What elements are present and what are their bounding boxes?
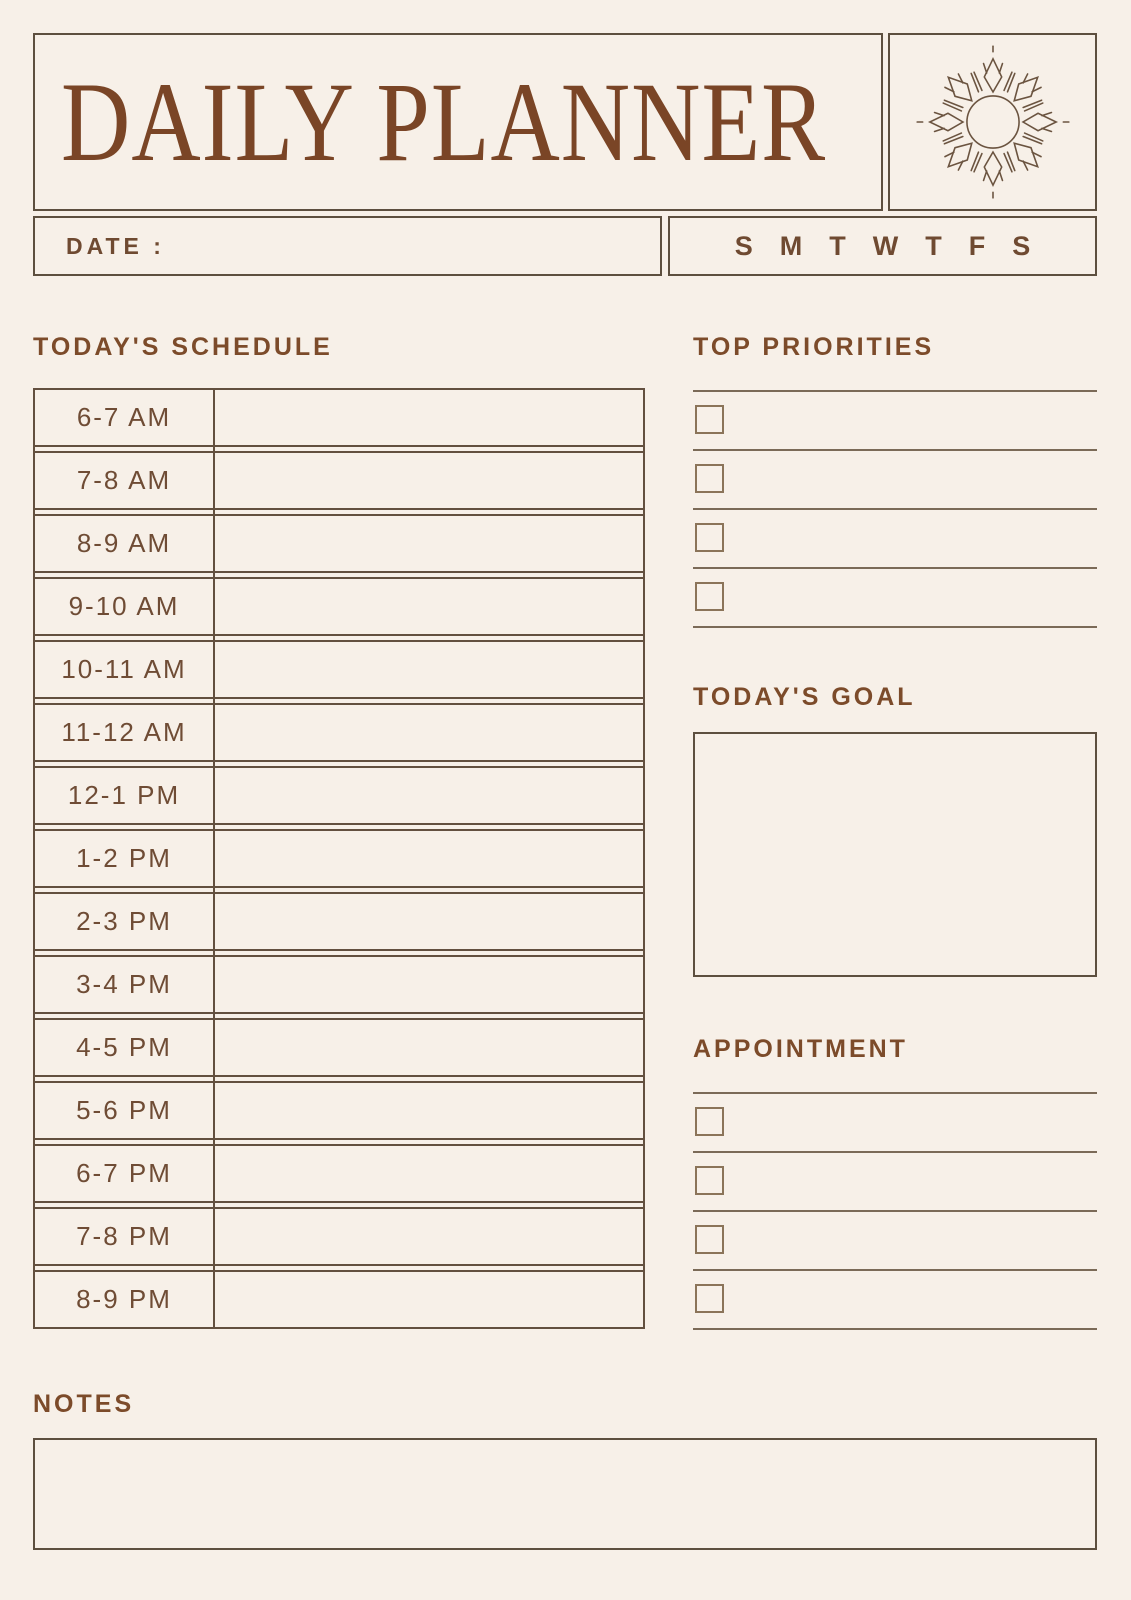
priority-item bbox=[693, 510, 1097, 569]
schedule-entry[interactable] bbox=[213, 516, 643, 571]
schedule-row bbox=[35, 1144, 643, 1203]
appointment-checkbox[interactable] bbox=[695, 1107, 724, 1136]
day-letter[interactable]: W bbox=[872, 230, 899, 261]
priority-item bbox=[693, 392, 1097, 451]
priority-item bbox=[693, 451, 1097, 510]
appointment-list bbox=[693, 1092, 1097, 1330]
time-label: 7-8 AM bbox=[76, 465, 172, 495]
appointment-checkbox[interactable] bbox=[695, 1225, 724, 1254]
day-letter[interactable]: T bbox=[829, 230, 846, 261]
goal-title: TODAY'S GOAL bbox=[693, 683, 916, 711]
schedule-entry[interactable] bbox=[213, 1020, 643, 1075]
appointment-entry[interactable] bbox=[738, 1212, 1097, 1269]
goal-input[interactable] bbox=[693, 732, 1097, 977]
schedule-row bbox=[35, 1270, 643, 1329]
schedule-entry[interactable] bbox=[213, 642, 643, 697]
schedule-section bbox=[33, 276, 645, 1330]
time-label: 7-8 PM bbox=[76, 1221, 172, 1251]
day-letter[interactable]: T bbox=[925, 230, 942, 261]
schedule-entry[interactable] bbox=[213, 894, 643, 949]
priority-entry[interactable] bbox=[738, 510, 1097, 567]
time-label: 5-6 PM bbox=[76, 1095, 172, 1125]
priority-item bbox=[693, 569, 1097, 628]
schedule-row bbox=[35, 577, 643, 636]
schedule-entry[interactable] bbox=[213, 957, 643, 1012]
sun-icon-box bbox=[888, 33, 1097, 211]
schedule-row bbox=[35, 388, 643, 447]
priority-checkbox[interactable] bbox=[695, 582, 724, 611]
goal-section bbox=[693, 685, 1097, 977]
time-label: 3-4 PM bbox=[76, 969, 172, 999]
priorities-section bbox=[693, 335, 1097, 628]
schedule-entry[interactable] bbox=[213, 453, 643, 508]
notes-section bbox=[33, 1392, 1097, 1550]
time-label: 8-9 PM bbox=[76, 1284, 172, 1314]
schedule-entry[interactable] bbox=[213, 768, 643, 823]
schedule-row bbox=[35, 892, 643, 951]
schedule-row bbox=[35, 514, 643, 573]
schedule-entry[interactable] bbox=[213, 831, 643, 886]
priorities-title: TOP PRIORITIES bbox=[693, 333, 935, 361]
schedule-entry[interactable] bbox=[213, 390, 643, 445]
time-label: 4-5 PM bbox=[76, 1032, 172, 1062]
schedule-table bbox=[33, 388, 645, 1329]
priority-entry[interactable] bbox=[738, 569, 1097, 626]
date-input[interactable] bbox=[165, 218, 660, 274]
schedule-row bbox=[35, 640, 643, 699]
schedule-entry[interactable] bbox=[213, 1146, 643, 1201]
page-title: DAILY PLANNER bbox=[61, 58, 827, 185]
appointment-item bbox=[693, 1212, 1097, 1271]
header bbox=[33, 33, 1097, 211]
date-label: DATE : bbox=[66, 232, 165, 259]
day-letter[interactable]: S bbox=[734, 230, 753, 261]
schedule-entry[interactable] bbox=[213, 1272, 643, 1327]
appointment-item bbox=[693, 1094, 1097, 1153]
appointment-entry[interactable] bbox=[738, 1153, 1097, 1210]
title-box bbox=[33, 33, 883, 211]
schedule-row bbox=[35, 451, 643, 510]
appointment-item bbox=[693, 1153, 1097, 1212]
appointment-item bbox=[693, 1271, 1097, 1330]
appointment-title: APPOINTMENT bbox=[693, 1035, 908, 1063]
priority-entry[interactable] bbox=[738, 451, 1097, 508]
time-label: 1-2 PM bbox=[76, 843, 172, 873]
schedule-row bbox=[35, 703, 643, 762]
schedule-entry[interactable] bbox=[213, 1209, 643, 1264]
schedule-row bbox=[35, 829, 643, 888]
schedule-entry[interactable] bbox=[213, 579, 643, 634]
date-row bbox=[33, 216, 1097, 276]
time-label: 6-7 PM bbox=[76, 1158, 172, 1188]
appointment-entry[interactable] bbox=[738, 1271, 1097, 1328]
notes-input[interactable] bbox=[33, 1438, 1097, 1550]
day-letter[interactable]: S bbox=[1012, 230, 1031, 261]
schedule-row bbox=[35, 1207, 643, 1266]
time-label: 11-12 AM bbox=[61, 717, 187, 747]
time-label: 9-10 AM bbox=[68, 591, 180, 621]
notes-title: NOTES bbox=[33, 1390, 135, 1418]
schedule-entry[interactable] bbox=[213, 1083, 643, 1138]
time-label: 10-11 AM bbox=[61, 654, 187, 684]
schedule-entry[interactable] bbox=[213, 705, 643, 760]
appointment-checkbox[interactable] bbox=[695, 1166, 724, 1195]
schedule-row bbox=[35, 1018, 643, 1077]
appointment-checkbox[interactable] bbox=[695, 1284, 724, 1313]
weekday-selector bbox=[668, 216, 1097, 276]
priority-checkbox[interactable] bbox=[695, 405, 724, 434]
appointment-section bbox=[693, 1037, 1097, 1330]
priority-entry[interactable] bbox=[738, 392, 1097, 449]
time-label: 8-9 AM bbox=[76, 528, 172, 558]
schedule-row bbox=[35, 1081, 643, 1140]
day-letter[interactable]: M bbox=[779, 230, 803, 261]
time-label: 6-7 AM bbox=[76, 402, 172, 432]
priority-checkbox[interactable] bbox=[695, 464, 724, 493]
time-label: 2-3 PM bbox=[76, 906, 172, 936]
priority-checkbox[interactable] bbox=[695, 523, 724, 552]
date-box bbox=[33, 216, 662, 276]
time-label: 12-1 PM bbox=[67, 780, 181, 810]
sun-icon bbox=[914, 43, 1072, 201]
day-letter[interactable]: F bbox=[968, 230, 986, 261]
priorities-list bbox=[693, 390, 1097, 628]
schedule-title: TODAY'S SCHEDULE bbox=[33, 333, 333, 361]
appointment-entry[interactable] bbox=[738, 1094, 1097, 1151]
schedule-row bbox=[35, 766, 643, 825]
schedule-row bbox=[35, 955, 643, 1014]
